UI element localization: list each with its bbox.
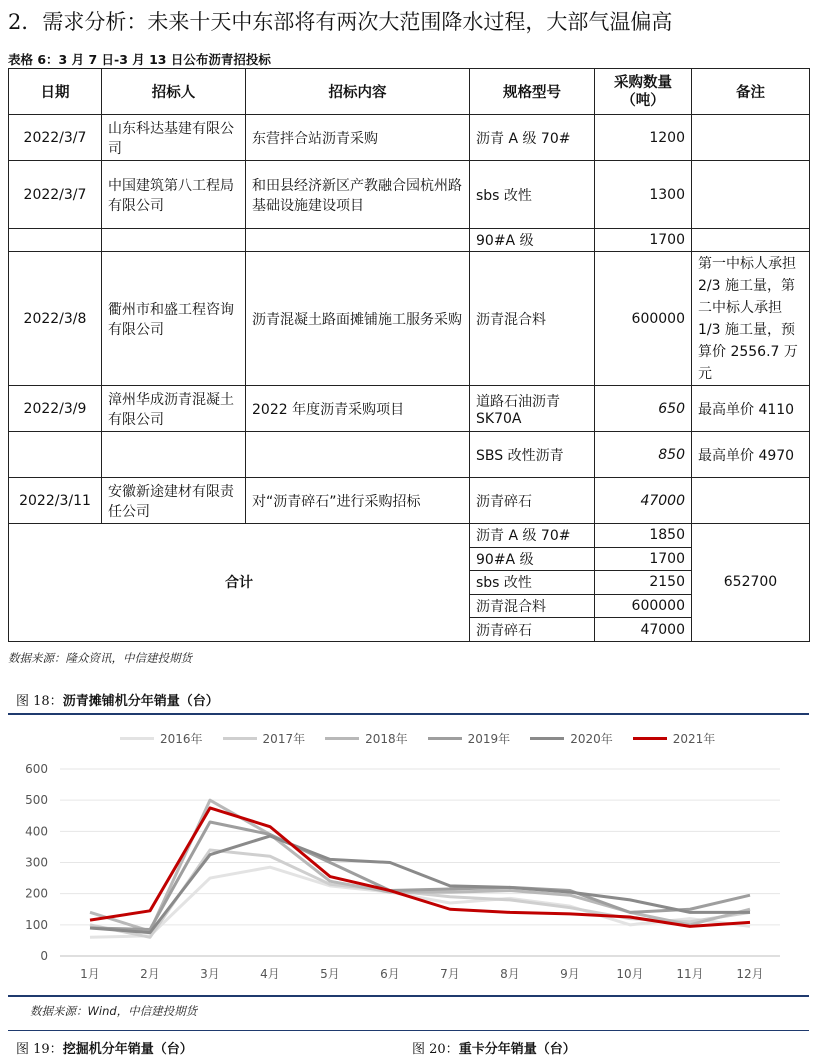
- chart-source-note: 数据来源：Wind，中信建投期货: [30, 1004, 198, 1018]
- cell-note: [692, 161, 810, 229]
- figure-label: 图 19：: [16, 1042, 63, 1057]
- cell-date: 2022/3/9: [9, 386, 102, 432]
- cell-spec: 沥青碎石: [470, 478, 595, 524]
- cell-date: 2022/3/7: [9, 115, 102, 161]
- total-spec: 沥青混合料: [470, 594, 595, 618]
- cell-date: 2022/3/11: [9, 478, 102, 524]
- cell-spec: sbs 改性: [470, 161, 595, 229]
- cell-note: [692, 115, 810, 161]
- legend-label: 2019年: [467, 732, 511, 746]
- legend-label: 2018年: [365, 732, 408, 746]
- total-spec: 沥青碎石: [470, 618, 595, 642]
- cell-qty: 600000: [595, 252, 692, 386]
- cell-note: [692, 229, 810, 252]
- table-caption: 表格 6：3 月 7 日-3 月 13 日公布沥青招投标: [8, 52, 271, 67]
- figure-rule: [8, 1030, 809, 1031]
- x-tick-label: 8月: [500, 967, 520, 981]
- paver-sales-line-chart: [0, 740, 816, 990]
- header-content: 招标内容: [246, 69, 470, 115]
- cell-spec: SBS 改性沥青: [470, 432, 595, 478]
- table-row: [9, 252, 810, 386]
- figure-rule: [8, 995, 809, 997]
- cell-date: [9, 432, 102, 478]
- y-tick-label: 100: [25, 917, 48, 932]
- x-tick-label: 5月: [320, 967, 340, 981]
- cell-bidder: [102, 229, 246, 252]
- total-qty: 2150: [595, 571, 692, 595]
- figure-title-text: 挖掘机分年销量（台）: [62, 1042, 193, 1057]
- table-header-row: [9, 69, 810, 115]
- x-tick-label: 9月: [560, 967, 580, 981]
- table-row: [9, 386, 810, 432]
- cell-bidder: 漳州华成沥青混凝土有限公司: [102, 386, 246, 432]
- total-label: 合计: [9, 524, 470, 642]
- tender-table: [8, 68, 810, 642]
- cell-content: [246, 229, 470, 252]
- cell-qty: 650: [595, 386, 692, 432]
- cell-qty: 1300: [595, 161, 692, 229]
- y-tick-label: 400: [25, 824, 48, 839]
- cell-content: 沥青混凝土路面摊铺施工服务采购: [246, 252, 470, 386]
- header-bidder: 招标人: [102, 69, 246, 115]
- cell-content: 对“沥青碎石”进行采购招标: [246, 478, 470, 524]
- cell-note: 第一中标人承担 2/3 施工量，第二中标人承担 1/3 施工量，预算价 2556.7 万元: [692, 252, 810, 386]
- cell-spec: 沥青混合料: [470, 252, 595, 386]
- table-row: [9, 161, 810, 229]
- cell-spec: 90#A 级: [470, 229, 595, 252]
- figure-label: 图 18：: [16, 694, 63, 709]
- cell-note: [692, 478, 810, 524]
- cell-note: 最高单价 4970: [692, 432, 810, 478]
- figure-label: 图 20：: [412, 1042, 459, 1057]
- cell-spec: 沥青 A 级 70#: [470, 115, 595, 161]
- legend-label: 2020年: [570, 732, 613, 746]
- cell-date: 2022/3/8: [9, 252, 102, 386]
- total-spec: 90#A 级: [470, 547, 595, 571]
- cell-bidder: 山东科达基建有限公司: [102, 115, 246, 161]
- cell-content: 2022 年度沥青采购项目: [246, 386, 470, 432]
- y-tick-label: 300: [25, 855, 48, 870]
- legend-label: 2016年: [160, 732, 203, 746]
- x-tick-label: 6月: [380, 967, 400, 981]
- cell-qty: 1700: [595, 229, 692, 252]
- total-spec: 沥青 A 级 70#: [470, 524, 595, 548]
- header-qty: 采购数量 （吨）: [595, 69, 692, 115]
- x-tick-label: 4月: [260, 967, 280, 981]
- table-row: [9, 478, 810, 524]
- cell-content: 东营拌合站沥青采购: [246, 115, 470, 161]
- x-tick-label: 2月: [140, 967, 160, 981]
- table-source-note: 数据来源：隆众资讯，中信建投期货: [8, 651, 192, 665]
- table-row: [9, 115, 810, 161]
- cell-note: 最高单价 4110: [692, 386, 810, 432]
- legend-label: 2017年: [262, 732, 306, 746]
- x-tick-label: 1月: [80, 967, 100, 981]
- header-note: 备注: [692, 69, 810, 115]
- figure-title-text: 重卡分年销量（台）: [458, 1042, 576, 1057]
- y-tick-label: 0: [40, 949, 48, 963]
- total-qty: 47000: [595, 618, 692, 642]
- figure-title-text: 沥青摊铺机分年销量（台）: [62, 694, 219, 709]
- total-qty: 600000: [595, 594, 692, 618]
- y-tick-label: 200: [25, 886, 48, 901]
- x-tick-label: 3月: [200, 967, 220, 981]
- legend-label: 2021年: [672, 732, 716, 746]
- total-spec: sbs 改性: [470, 571, 595, 595]
- figure-rule: [8, 713, 809, 715]
- cell-qty: 850: [595, 432, 692, 478]
- total-qty: 1700: [595, 547, 692, 571]
- y-tick-label: 500: [25, 793, 48, 808]
- cell-content: [246, 432, 470, 478]
- cell-bidder: 中国建筑第八工程局有限公司: [102, 161, 246, 229]
- x-tick-label: 12月: [736, 967, 764, 981]
- figure-18-title: [16, 690, 219, 709]
- total-sum: 652700: [692, 524, 810, 642]
- total-row: [9, 524, 810, 548]
- x-tick-label: 11月: [676, 967, 704, 981]
- cell-date: 2022/3/7: [9, 161, 102, 229]
- cell-bidder: 安徽新途建材有限责任公司: [102, 478, 246, 524]
- cell-qty: 1200: [595, 115, 692, 161]
- table-row: [9, 432, 810, 478]
- cell-bidder: 衢州市和盛工程咨询有限公司: [102, 252, 246, 386]
- x-tick-label: 7月: [440, 967, 460, 981]
- figure-19-title: [16, 1038, 193, 1057]
- series-line: [90, 867, 750, 937]
- section-heading: 2．需求分析：未来十天中东部将有两次大范围降水过程，大部气温偏高: [8, 10, 673, 34]
- cell-content: 和田县经济新区产教融合园杭州路基础设施建设项目: [246, 161, 470, 229]
- cell-qty: 47000: [595, 478, 692, 524]
- cell-date: [9, 229, 102, 252]
- x-tick-label: 10月: [616, 967, 644, 981]
- figure-20-title: [412, 1038, 576, 1057]
- series-line: [90, 808, 750, 926]
- header-spec: 规格型号: [470, 69, 595, 115]
- table-row: [9, 229, 810, 252]
- total-qty: 1850: [595, 524, 692, 548]
- y-tick-label: 600: [25, 762, 48, 776]
- cell-bidder: [102, 432, 246, 478]
- cell-spec: 道路石油沥青 SK70A: [470, 386, 595, 432]
- header-date: 日期: [9, 69, 102, 115]
